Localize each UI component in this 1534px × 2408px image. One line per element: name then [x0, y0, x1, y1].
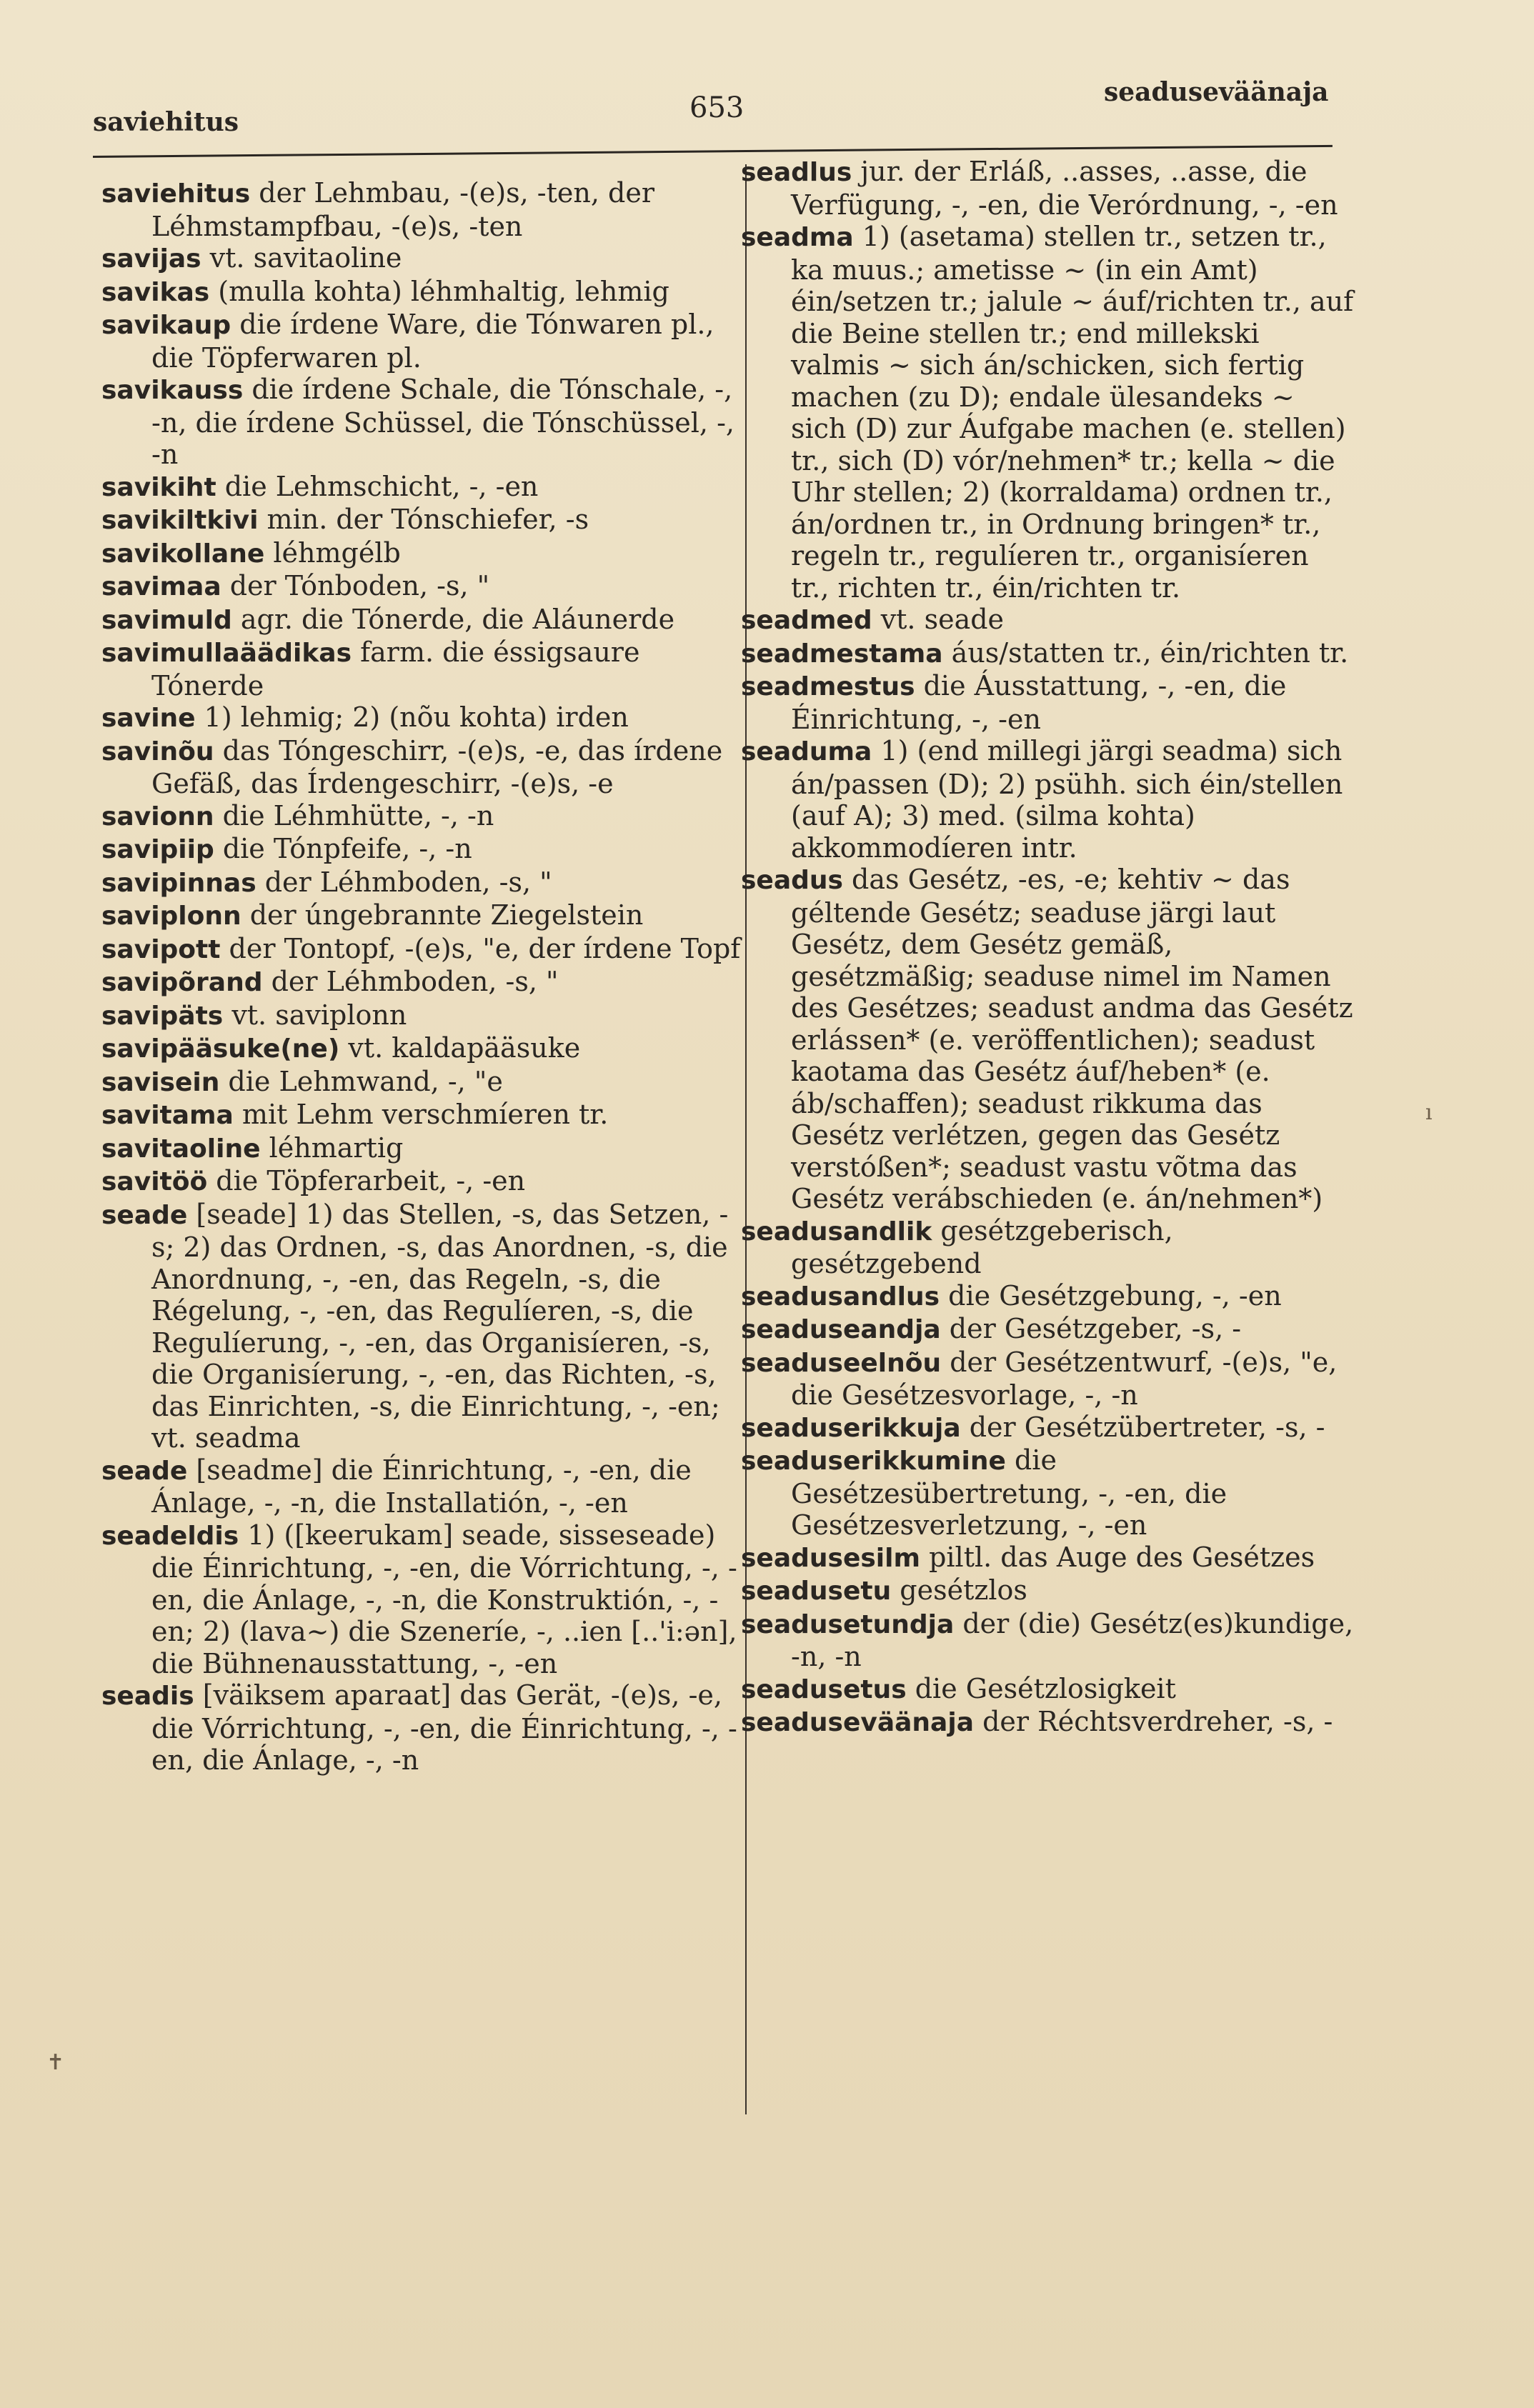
entry-headword: savipott — [101, 934, 221, 964]
entry-headword: seadusandlus — [741, 1282, 940, 1312]
entry-definition: (mulla kohta) léhmhaltig, lehmig — [209, 275, 669, 307]
entry-headword: savisein — [101, 1067, 220, 1097]
entry-definition: das Tóngeschirr, -(e)s, -e, das írdene Gefäß, das Írdengeschirr, -(e)s, -e — [151, 734, 723, 799]
entry-definition: gesétzlos — [891, 1574, 1027, 1606]
right-column — [741, 156, 1355, 1739]
entry-headword: savijas — [101, 244, 201, 274]
entry-definition: mit Lehm verschmíeren tr. — [233, 1099, 609, 1130]
dictionary-entry — [101, 933, 744, 966]
entry-definition: der Léhmboden, -s, " — [262, 966, 559, 997]
entry-headword: seadeldis — [101, 1521, 239, 1551]
entry-headword: savipäts — [101, 1001, 224, 1031]
dictionary-entry — [101, 1066, 744, 1099]
entry-headword: seadma — [741, 223, 854, 252]
entry-headword: seadmestama — [741, 639, 943, 669]
margin-tick-icon: ı — [1425, 1100, 1433, 1125]
entry-definition: der Lehmbau, -(e)s, -ten, der Léhmstampfbau, -(e)s, -ten — [151, 177, 655, 242]
entry-definition: farm. die éssigsaure Tónerde — [151, 636, 640, 701]
entry-headword: savikas — [101, 277, 210, 307]
entry-definition: 1) (asetama) stellen tr., setzen tr., ka muus.; ametisse ~ (in ein Amt) éin/setzen tr.; jalule ~ áuf/richten tr., auf die Beine stellen tr.; end millekski valmis ~ sich án/schicken, sich fertig machen (zu D); endale ülesandeks ~ sich (D) zur Áufgabe machen (e. stellen) tr., sich (D) vór/nehmen* tr.; kella ~ die Uhr stellen; 2) (korraldama) ordnen tr., án/ordnen tr., in Ordnung bringen* tr., regeln tr., regulíeren tr., organisíeren tr., richten tr., éin/richten tr. — [791, 221, 1354, 604]
entry-headword: savipiip — [101, 835, 214, 864]
entry-headword: seadmed — [741, 606, 872, 635]
entry-definition: der Tónboden, -s, " — [221, 570, 490, 601]
entry-definition: der Gesétzgeber, -s, - — [940, 1313, 1242, 1344]
entry-definition: vt. savitaoline — [201, 242, 402, 274]
dictionary-entry — [101, 966, 744, 999]
entry-definition: die Áusstattung, -, -en, die Éinrichtung, -, -en — [791, 670, 1287, 735]
entry-definition: vt. kaldapääsuke — [339, 1032, 581, 1064]
dictionary-entry — [741, 1347, 1355, 1412]
entry-headword: savitama — [101, 1101, 234, 1130]
entry-headword: savikaup — [101, 311, 231, 340]
dictionary-entry — [741, 1542, 1355, 1575]
entry-definition: die Tónpfeife, -, -n — [214, 833, 472, 864]
entry-headword: seadus — [741, 866, 843, 895]
entry-headword: savitaoline — [101, 1134, 261, 1164]
dictionary-entry — [741, 1706, 1355, 1739]
dictionary-entry — [741, 156, 1355, 221]
entry-definition: der úngebrannte Ziegelstein — [241, 899, 644, 931]
entry-headword: savipääsuke(ne) — [101, 1034, 340, 1064]
dictionary-entry — [741, 1608, 1355, 1673]
entry-definition: piltl. das Auge des Gesétzes — [920, 1541, 1315, 1573]
entry-definition: [väiksem aparaat] das Gerät, -(e)s, -e, die Vórrichtung, -, -en, die Éinrichtung, -, -en, die Ánlage, -, -n — [151, 1679, 737, 1776]
dictionary-entry — [101, 604, 744, 637]
dictionary-entry — [741, 864, 1355, 1215]
dictionary-entry — [741, 1574, 1355, 1608]
entry-definition: der Léhmboden, -s, " — [256, 866, 552, 898]
entry-definition: die írdene Schale, die Tónschale, -, -n, die írdene Schüssel, die Tónschüssel, -, -n — [151, 374, 734, 470]
dictionary-entry — [101, 999, 744, 1033]
dictionary-entry — [101, 570, 744, 604]
running-head-right: seaduseväänaja — [1104, 77, 1329, 107]
entry-definition: gesétzgeberisch, gesétzgebend — [791, 1214, 1173, 1279]
left-column — [101, 177, 744, 1777]
dictionary-entry — [741, 1412, 1355, 1445]
entry-definition: der (die) Gesétz(es)kundige, -n, -n — [791, 1607, 1354, 1672]
entry-headword: savinõu — [101, 736, 214, 766]
dictionary-entry — [101, 1519, 744, 1680]
entry-definition: die Gesétzesübertretung, -, -en, die Gesétzesverletzung, -, -en — [791, 1444, 1227, 1541]
entry-headword: seadusesilm — [741, 1543, 920, 1573]
entry-headword: savionn — [101, 801, 214, 831]
dictionary-entry — [101, 1032, 744, 1066]
entry-definition: [seadme] die Éinrichtung, -, -en, die Ánlage, -, -n, die Installatión, -, -en — [151, 1454, 692, 1519]
entry-definition: vt. seade — [872, 604, 1005, 635]
dictionary-entry — [101, 309, 744, 374]
dictionary-entry — [101, 471, 744, 504]
entry-definition: die Lehmschicht, -, -en — [216, 470, 539, 502]
dictionary-entry — [101, 866, 744, 900]
dictionary-entry — [741, 1313, 1355, 1347]
entry-headword: seadusandlik — [741, 1217, 932, 1247]
entry-headword: savikauss — [101, 376, 244, 405]
entry-definition: der Gesétzübertreter, -s, - — [960, 1411, 1325, 1443]
entry-definition: jur. der Erláß, ..asses, ..asse, die Verfügung, -, -en, die Verórdnung, -, -en — [791, 156, 1338, 221]
dictionary-entry — [741, 637, 1355, 671]
dictionary-entry — [101, 636, 744, 701]
dictionary-entry — [101, 374, 744, 471]
dictionary-entry — [741, 604, 1355, 637]
entry-headword: saviehitus — [101, 179, 251, 209]
entry-headword: seadusetu — [741, 1577, 892, 1606]
entry-definition: léhmgélb — [264, 536, 401, 569]
entry-headword: savipinnas — [101, 868, 257, 898]
dictionary-entry — [101, 735, 744, 800]
entry-definition: die Lehmwand, -, "e — [219, 1065, 503, 1097]
entry-headword: seaduseväänaja — [741, 1708, 974, 1737]
entry-definition: die Gesétzgebung, -, -en — [940, 1279, 1282, 1312]
dictionary-entry — [741, 221, 1355, 604]
entry-headword: savine — [101, 704, 196, 733]
dictionary-entry — [101, 242, 744, 276]
entry-headword: savipõrand — [101, 968, 263, 997]
entry-definition: das Gesétz, -es, -e; kehtiv ~ das géltende Gesétz; seaduse järgi laut Gesétz, dem Gesétz gemäß, gesétzmäßig; seaduse nimel im Namen des Gesétzes; seadust andma das Gesétz erlássen* (e. veröffentlichen); seadust kaotama das Gesétz áuf/heben* (e. áb/schaffen); seadust rikkuma das Gesétz verlétzen, gegen das Gesétz verstóßen*; seadust vastu võtma das Gesétz verábschieden (e. án/nehmen*) — [791, 864, 1353, 1214]
entry-headword: seaduserikkumine — [741, 1447, 1006, 1476]
dictionary-entry — [741, 1280, 1355, 1314]
dictionary-entry — [101, 537, 744, 571]
dictionary-entry — [101, 701, 744, 735]
margin-mark-icon: ✝ — [46, 2050, 65, 2075]
entry-headword: seadusetus — [741, 1674, 907, 1704]
entry-headword: savimullaäädikas — [101, 639, 352, 668]
entry-definition: 1) (end millegi järgi seadma) sich án/passen (D); 2) psühh. sich éin/stellen (auf A); 3) med. (silma kohta) akkommodíeren intr. — [791, 735, 1343, 864]
dictionary-entry — [101, 177, 744, 242]
entry-definition: min. der Tónschiefer, -s — [258, 504, 589, 535]
entry-definition: die írdene Ware, die Tónwaren pl., die Töpferwaren pl. — [151, 309, 714, 374]
entry-definition: áus/statten tr., éin/richten tr. — [942, 636, 1349, 669]
entry-headword: savitöö — [101, 1167, 208, 1196]
entry-definition: der Tontopf, -(e)s, "e, der írdene Topf — [220, 932, 741, 964]
dictionary-entry — [741, 1215, 1355, 1280]
entry-headword: saviplonn — [101, 901, 241, 931]
dictionary-entry — [101, 1199, 744, 1454]
dictionary-entry — [101, 1454, 744, 1519]
dictionary-entry — [101, 1132, 744, 1166]
entry-headword: seadmestus — [741, 672, 915, 701]
entry-definition: léhmartig — [260, 1131, 404, 1164]
entry-definition: vt. saviplonn — [223, 999, 407, 1031]
entry-definition: die Léhmhütte, -, -n — [214, 799, 494, 831]
entry-definition: [seade] 1) das Stellen, -s, das Setzen, -s; 2) das Ordnen, -s, das Anordnen, -s, die Anordnung, -, -en, das Regeln, -s, die Régelung, -, -en, das Regulíeren, -s, die Regulíerung, -, -en, das Organisíeren, -s, die Organisíerung, -, -en, das Richten, -s, das Einrichten, -s, die Einrichtung, -, -en; vt. seadma — [151, 1198, 729, 1454]
entry-headword: seaduseandja — [741, 1315, 941, 1344]
entry-headword: seadis — [101, 1682, 194, 1711]
dictionary-entry — [741, 1673, 1355, 1707]
entry-headword: seade — [101, 1200, 188, 1230]
entry-headword: savimaa — [101, 572, 221, 601]
entry-definition: 1) lehmig; 2) (nõu kohta) irden — [195, 701, 629, 733]
entry-definition: die Töpferarbeit, -, -en — [207, 1165, 526, 1196]
dictionary-entry — [101, 1099, 744, 1132]
dictionary-entry — [101, 1679, 744, 1777]
dictionary-entry — [101, 800, 744, 834]
dictionary-entry — [741, 1444, 1355, 1542]
entry-headword: seadusetundja — [741, 1609, 955, 1639]
entry-headword: savimuld — [101, 605, 232, 635]
running-head-left: saviehitus — [93, 107, 239, 137]
entry-headword: savikiht — [101, 472, 216, 502]
page-number: 653 — [689, 91, 744, 124]
entry-headword: seaduserikkuja — [741, 1413, 961, 1443]
entry-headword: seaduseelnõu — [741, 1348, 942, 1378]
entry-headword: seaduma — [741, 737, 872, 766]
entry-definition: 1) ([keerukam] seade, sisseseade) die Éinrichtung, -, -en, die Vórrichtung, -, -en, die Ánlage, -, -n, die Konstruktión, -, -en; 2) (lava~) die Szeneríe, -, ..ien [..'i:ən], die Bühnenausstattung, -, -en — [151, 1519, 737, 1679]
dictionary-entry — [101, 833, 744, 866]
dictionary-entry — [741, 735, 1355, 864]
entry-definition: agr. die Tónerde, die Aláunerde — [231, 603, 675, 635]
dictionary-entry — [741, 670, 1355, 735]
entry-headword: seadlus — [741, 158, 852, 187]
dictionary-entry — [101, 899, 744, 933]
entry-definition: der Réchtsverdreher, -s, - — [974, 1706, 1333, 1737]
dictionary-entry — [101, 504, 744, 537]
entry-headword: savikollane — [101, 539, 265, 569]
entry-headword: savikiltkivi — [101, 506, 259, 535]
dictionary-entry — [101, 1165, 744, 1199]
dictionary-entry — [101, 276, 744, 309]
entry-headword: seade — [101, 1456, 188, 1486]
entry-definition: die Gesétzlosigkeit — [906, 1672, 1176, 1704]
entry-definition: der Gesétzentwurf, -(e)s, "e, die Gesétzesvorlage, -, -n — [791, 1346, 1338, 1411]
